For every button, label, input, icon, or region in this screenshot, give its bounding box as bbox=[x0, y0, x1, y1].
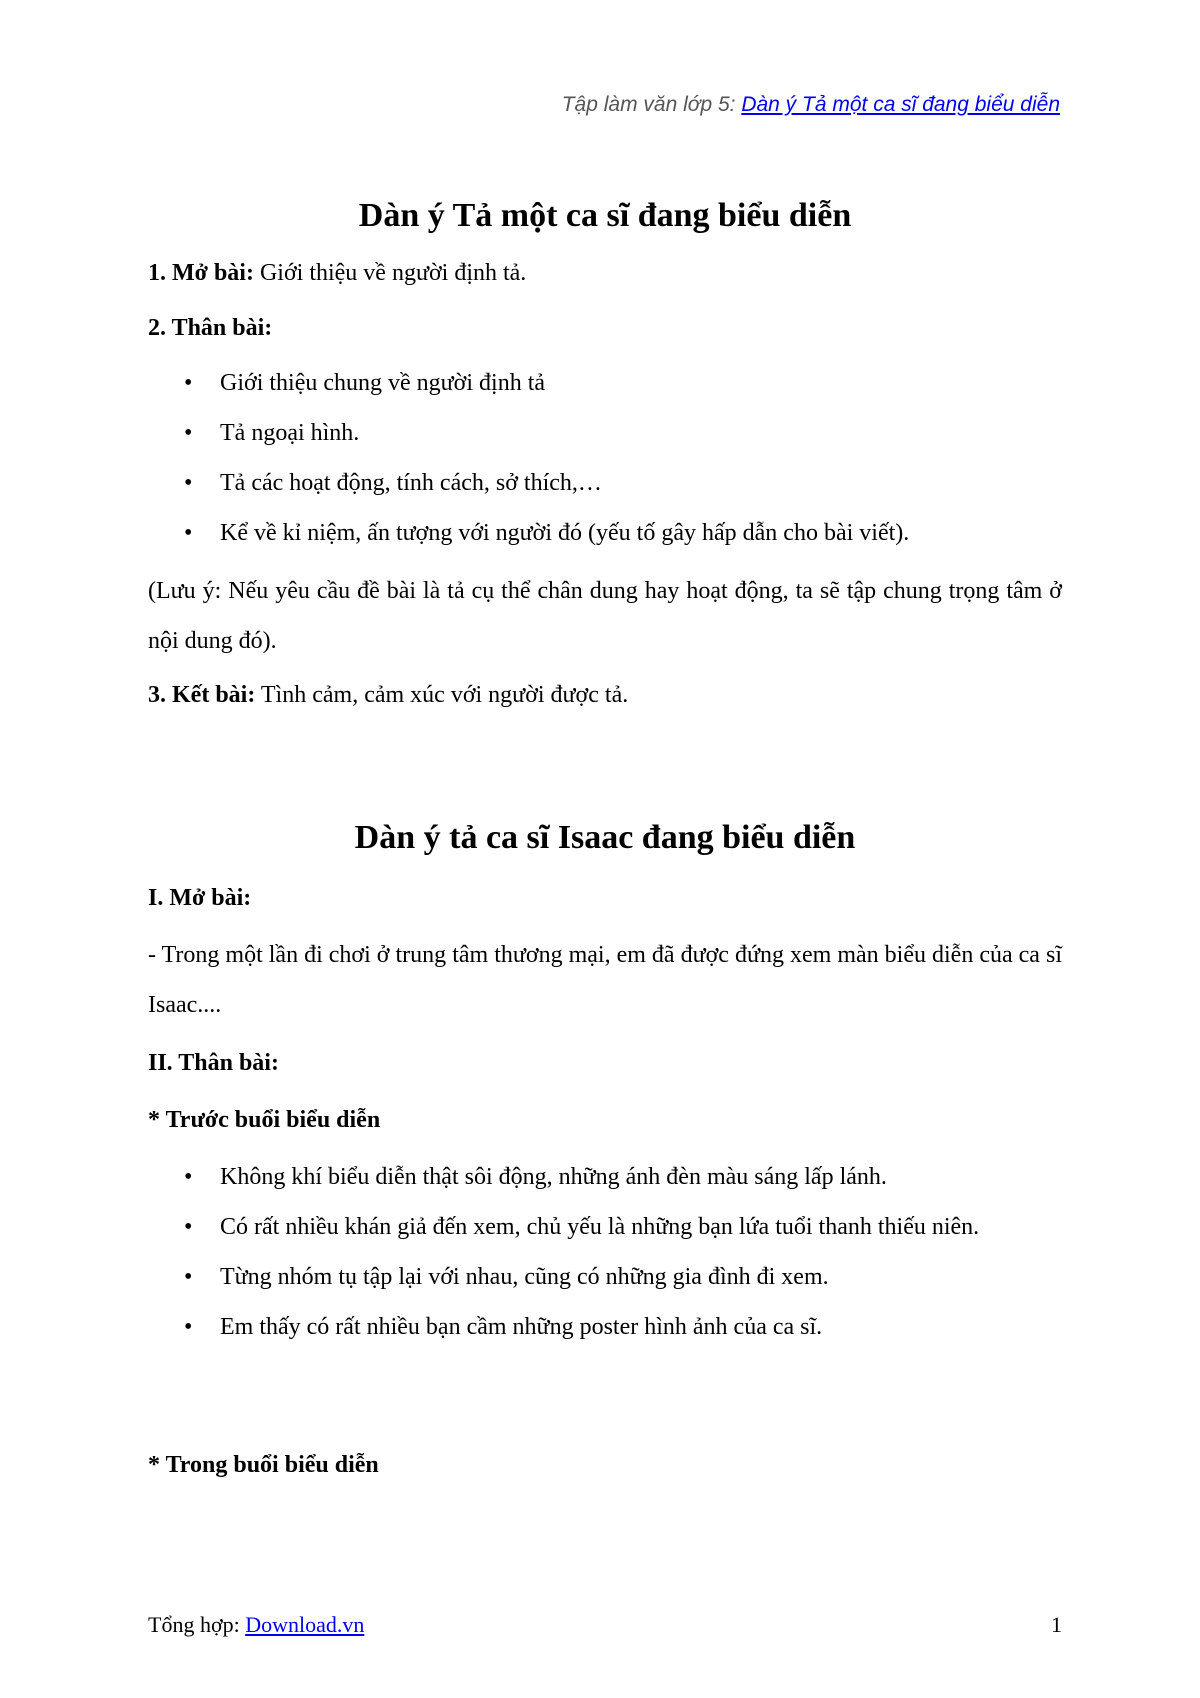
section2-trong-label: * Trong buổi biểu diễn bbox=[148, 1452, 379, 1478]
bullet-icon: • bbox=[184, 370, 193, 396]
list-item: • Không khí biểu diễn thật sôi động, những ánh đèn màu sáng lấp lánh. bbox=[148, 1152, 1062, 1202]
section1-ket-bai bbox=[148, 670, 1062, 720]
section1-note: (Lưu ý: Nếu yêu cầu đề bài là tả cụ thể chân dung hay hoạt động, ta sẽ tập chung trọng tâm ở nội dung đó). bbox=[148, 578, 1062, 654]
section1-mo-bai-text: Giới thiệu về người định tả. bbox=[253, 260, 527, 286]
list-item: • Có rất nhiều khán giả đến xem, chủ yếu là những bạn lứa tuổi thanh thiếu niên. bbox=[148, 1202, 1062, 1252]
section2-than-bai bbox=[148, 1038, 1062, 1088]
header-link[interactable]: Dàn ý Tả một ca sĩ đang biểu diễn bbox=[741, 93, 1060, 116]
section1-than-bai-label: 2. Thân bài: bbox=[148, 315, 273, 341]
section1-mo-bai-label: 1. Mở bài: bbox=[148, 260, 254, 286]
section2-truoc-label: * Trước buổi biểu diễn bbox=[148, 1107, 381, 1133]
list-item: • Kể về kỉ niệm, ấn tượng với người đó (yếu tố gây hấp dẫn cho bài viết). bbox=[148, 508, 1062, 558]
list-item: • Giới thiệu chung về người định tả bbox=[148, 358, 1062, 408]
footer-link[interactable]: Download.vn bbox=[245, 1612, 365, 1637]
section1-title: Dàn ý Tả một ca sĩ đang biểu diễn bbox=[358, 197, 852, 234]
bullet-icon: • bbox=[184, 470, 193, 496]
bullet-icon: • bbox=[184, 1164, 193, 1190]
section2-than-bai-label: II. Thân bài: bbox=[148, 1050, 279, 1076]
section2-mo-bai bbox=[148, 873, 1062, 923]
list-item: • Từng nhóm tụ tập lại với nhau, cũng có những gia đình đi xem. bbox=[148, 1252, 1062, 1302]
section1-bullet-list bbox=[148, 358, 1062, 558]
section2-title: Dàn ý tả ca sĩ Isaac đang biểu diễn bbox=[354, 819, 856, 856]
list-item: • Em thấy có rất nhiều bạn cầm những poster hình ảnh của ca sĩ. bbox=[148, 1302, 1062, 1352]
bullet-icon: • bbox=[184, 420, 193, 446]
section1-ket-bai-label: 3. Kết bài: bbox=[148, 682, 256, 708]
section1-than-bai bbox=[148, 303, 1062, 353]
page-footer bbox=[148, 1610, 1062, 1640]
section1-ket-bai-text: Tình cảm, cảm xúc với người được tả. bbox=[255, 682, 629, 708]
page-header bbox=[562, 93, 1060, 117]
header-prefix: Tập làm văn lớp 5: bbox=[561, 93, 742, 116]
list-item: • Tả các hoạt động, tính cách, sở thích,… bbox=[148, 458, 1062, 508]
bullet-icon: • bbox=[184, 1314, 193, 1340]
bullet-icon: • bbox=[184, 1214, 193, 1240]
footer-prefix: Tổng hợp: bbox=[148, 1612, 246, 1637]
section2-mo-bai-text: - Trong một lần đi chơi ở trung tâm thương mại, em đã được đứng xem màn biểu diễn của ca sĩ Isaac.... bbox=[148, 942, 1062, 1018]
bullet-icon: • bbox=[184, 520, 193, 546]
section2-truoc-bullet-list bbox=[148, 1152, 1062, 1352]
section1-mo-bai bbox=[148, 248, 1062, 298]
bullet-icon: • bbox=[184, 1264, 193, 1290]
page-number: 1 bbox=[1051, 1612, 1062, 1637]
section2-mo-bai-label: I. Mở bài: bbox=[148, 885, 252, 911]
list-item: • Tả ngoại hình. bbox=[148, 408, 1062, 458]
